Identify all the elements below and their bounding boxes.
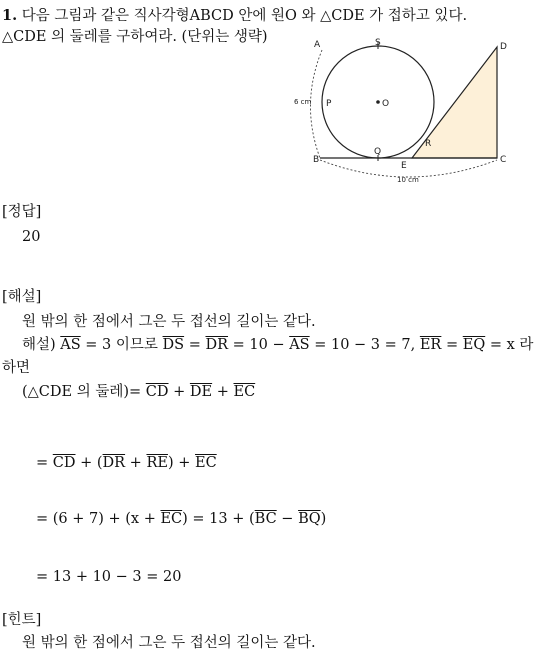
label-s: S xyxy=(375,38,381,48)
label-c: C xyxy=(500,155,507,165)
problem-number: 1. xyxy=(2,7,18,24)
sol2-text-6: = xyxy=(441,337,463,353)
solution-line-3: 하면 xyxy=(2,360,31,376)
segment-eq: $\overline{EQ}$ xyxy=(462,337,486,353)
segment-ds: $\overline{DS}$ xyxy=(162,337,185,353)
sol5-text-4: ) + xyxy=(167,455,195,471)
sol2-text-2: = 3 이므로 xyxy=(80,337,163,353)
answer-value: 20 xyxy=(22,229,41,245)
solution-line-5 xyxy=(36,453,217,473)
segment-ec: $\overline{EC}$ xyxy=(233,384,256,400)
label-a: A xyxy=(314,40,321,50)
sol2-text-3: = xyxy=(184,337,206,353)
segment-re: $\overline{RE}$ xyxy=(146,455,168,471)
segment-er: $\overline{ER}$ xyxy=(419,337,442,353)
label-r: R xyxy=(425,139,432,149)
solution-header: [해설] xyxy=(2,289,42,305)
segment-dr-2: $\overline{DR}$ xyxy=(102,455,126,471)
sol2-text-7: = x 라 xyxy=(485,337,534,353)
sol6-text-2: ) = 13 + ( xyxy=(182,511,255,527)
sol6-text-1: = (6 + 7) + (x + xyxy=(36,511,161,527)
dimension-label-left: 6 cm xyxy=(294,98,312,106)
sol2-text-5: = 10 − 3 = 7, xyxy=(309,337,420,353)
sol5-text-1: = xyxy=(36,455,53,471)
solution-line-2 xyxy=(22,335,533,355)
segment-ec-3: $\overline{EC}$ xyxy=(160,511,183,527)
label-o: O xyxy=(382,99,390,109)
segment-bq: $\overline{BQ}$ xyxy=(298,511,321,527)
label-b: B xyxy=(313,155,320,165)
hint-line-1: 원 밖의 한 점에서 그은 두 접선의 길이는 같다. xyxy=(22,635,316,651)
segment-ec-2: $\overline{EC}$ xyxy=(195,455,217,471)
solution-line-6 xyxy=(36,509,326,529)
label-p: P xyxy=(326,99,332,109)
segment-dr: $\overline{DR}$ xyxy=(205,337,229,353)
sol4-text-3: + xyxy=(212,384,234,400)
sol5-text-2: + ( xyxy=(75,455,103,471)
segment-as: $\overline{AS}$ xyxy=(60,337,81,353)
geometry-figure xyxy=(292,36,514,188)
sol5-text-3: + xyxy=(125,455,147,471)
solution-line-1: 원 밖의 한 점에서 그은 두 접선의 길이는 같다. xyxy=(22,314,316,330)
problem-line-1 xyxy=(2,6,467,26)
segment-as-2: $\overline{AS}$ xyxy=(289,337,310,353)
center-point xyxy=(376,100,380,104)
label-q: Q xyxy=(374,147,382,157)
dimension-label-bottom: 10 cm xyxy=(397,176,419,184)
dimension-arc-bottom xyxy=(320,160,497,177)
sol6-text-3: − xyxy=(276,511,299,527)
problem-text-1: 다음 그림과 같은 직사각형ABCD 안에 원O 와 △CDE 가 접하고 있다. xyxy=(21,8,468,24)
sol2-text-1: 해설) xyxy=(22,337,61,353)
sol2-text-4: = 10 − xyxy=(228,337,290,353)
segment-de: $\overline{DE}$ xyxy=(189,384,213,400)
solution-line-4 xyxy=(22,382,255,402)
sol4-text-1: (△CDE 의 둘레)= xyxy=(22,384,146,400)
hint-header: [힌트] xyxy=(2,612,42,628)
problem-line-2: △CDE 의 둘레를 구하여라. (단위는 생략) xyxy=(2,29,268,45)
sol4-text-2: + xyxy=(168,384,190,400)
answer-header: [정답] xyxy=(2,204,42,220)
label-e: E xyxy=(401,161,407,171)
sol6-text-4: ) xyxy=(320,511,327,527)
dimension-arc-left xyxy=(310,50,322,158)
solution-line-7: = 13 + 10 − 3 = 20 xyxy=(36,569,182,585)
segment-cd: $\overline{CD}$ xyxy=(145,384,169,400)
segment-cd-2: $\overline{CD}$ xyxy=(52,455,76,471)
segment-bc: $\overline{BC}$ xyxy=(254,511,277,527)
label-d: D xyxy=(500,42,507,52)
